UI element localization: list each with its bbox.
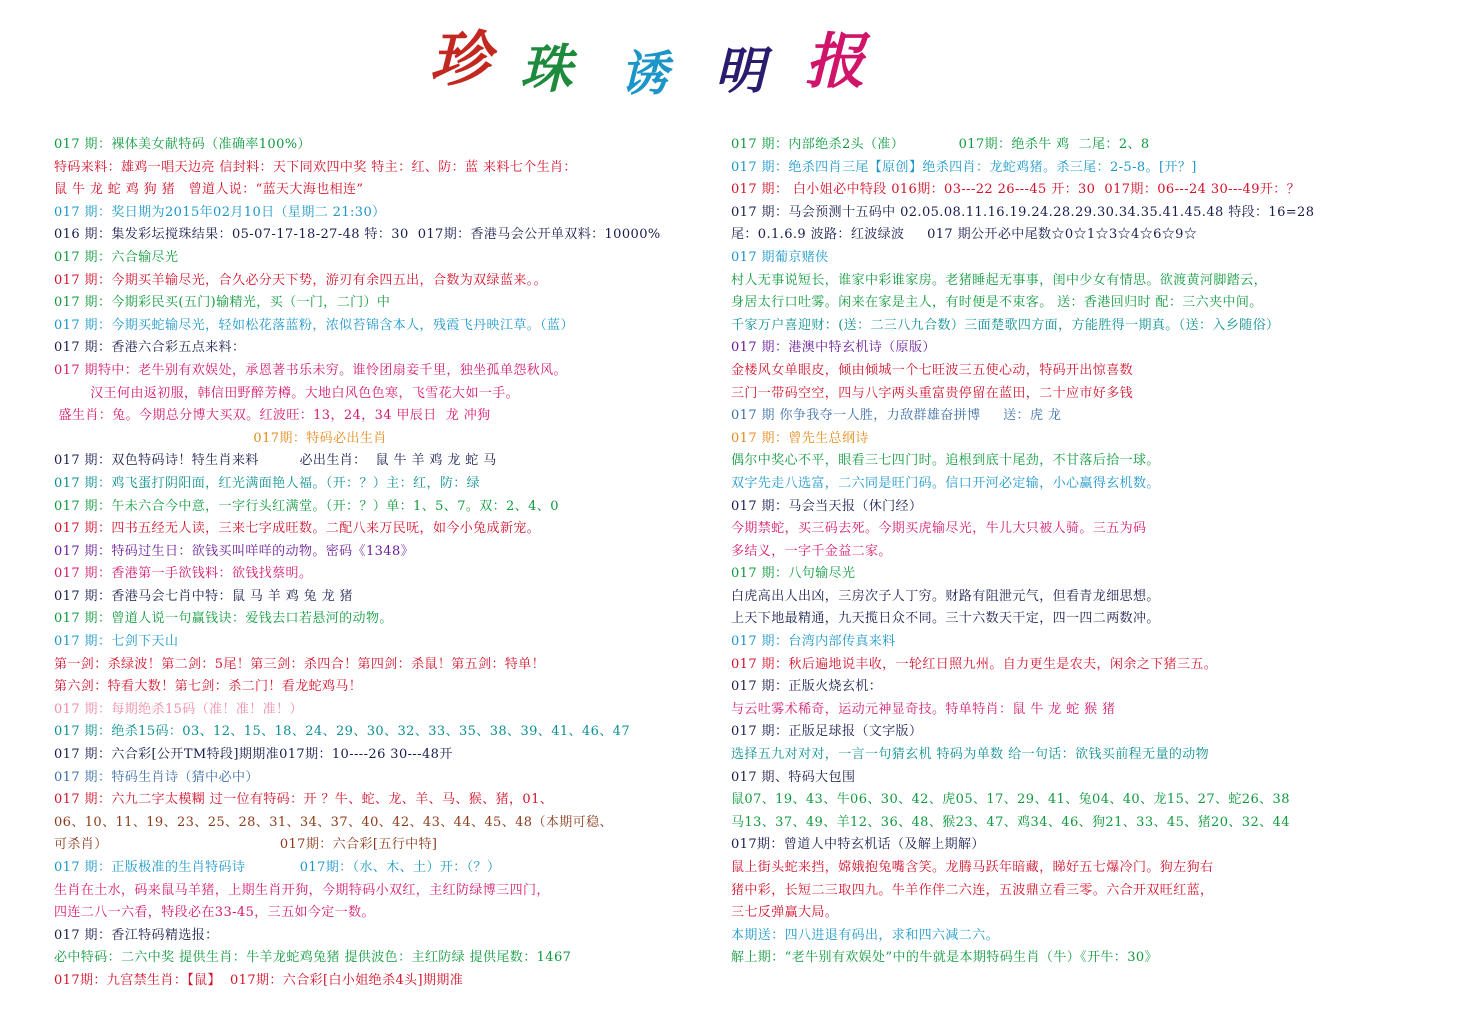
text-line: 017 期：今期买羊输尽光，合久必分天下势，游刃有余四五出，合数为双绿蓝来。。 (54, 272, 548, 288)
text-line: 017 期：秋后遍地说丰收，一轮红日照九州。自力更生是农夫，闲余之下猪三五。 (731, 656, 1218, 672)
text-line: 017 期：内部绝杀2头（准） 017期：绝杀牛 鸡 二尾：2、8 (731, 137, 1150, 152)
text-line: 汉王何由返初服，韩信田野醉芳樽。大地白风色色寒，飞雪花大如一手。 (54, 385, 520, 401)
text-line: 四连二八一六看，特段必在33-45，三五如今定一数。 (54, 905, 375, 921)
text-line: 017 期葡京赌侠 (731, 249, 829, 265)
text-line: 特码来料：雄鸡一唱天边亮 信封料：天下同欢四中奖 特主：红、防：蓝 来料七个生肖： (54, 159, 577, 175)
text-line: 017 期：马会当天报（休门经） (731, 498, 923, 514)
text-line: 017 期：奖日期为2015年02月10日（星期二 21:30） (54, 204, 386, 220)
text-line: 017 期：鸡飞蛋打阴阳面，红光满面艳人福。（开：？）主：红，防：绿 (54, 475, 481, 491)
text-line: 今期禁蛇，买三码去死。今期买虎输尽光，牛儿大只被人骑。三五为码 (731, 521, 1147, 537)
title-char: 珍 (430, 25, 490, 95)
text-line: 必中特码：二六中奖 提供生肖：牛羊龙蛇鸡兔猪 提供波色：主红防绿 提供尾数：1467 (54, 950, 572, 966)
text-line: 三门一带码空空，四与八字两头重富贵停留在蓝田，二十应市好多钱 (731, 385, 1134, 401)
text-line: 017期：九宫禁生肖：【鼠】 017期：六合彩[白小姐绝杀4头]期期准 (54, 972, 464, 988)
text-line: 06、10、11、19、23、25、28、31、34、37、40、42、43、44、45、48（本期可稳、 (54, 814, 613, 830)
text-line: 017 期：曾道人说一句赢钱诀：爱钱去口若悬河的动物。 (54, 611, 393, 627)
text-line: 017 期：双色特码诗！特生肖来料 必出生肖： 鼠 牛 羊 鸡 龙 蛇 马 (54, 453, 497, 469)
text-line: 017期：特码必出生肖 (54, 430, 387, 446)
text-line: 鼠07、19、43、牛06、30、42、虎05、17、29、41、兔04、40、龙15、27、蛇26、38 (731, 792, 1290, 808)
text-line: 017 期：港澳中特玄机诗（原版） (731, 340, 936, 356)
text-line: 017 期：六合彩[公开TM特段]期期准017期：10----26 30---48开 (54, 747, 453, 763)
text-line: 身居太行口吐雾。闲来在家是主人，有时便是不束客。 送：香港回归时 配：三六夹中间。 (731, 295, 1263, 311)
text-line: 第一剑：杀绿波！第二剑：5尾！第三剑：杀四合！第四剑：杀鼠！第五剑：特单！ (54, 656, 546, 672)
text-line: 生肖在土水，码来鼠马羊猪，上期生肖开狗，今期特码小双红，主红防绿博三四门， (54, 882, 550, 898)
text-line: 上天下地最精通，九天揽日众不同。三十六数天干定，四一四二两数冲。 (731, 611, 1160, 627)
text-line: 017 期：香港第一手欲钱料：欲钱找蔡明。 (54, 566, 313, 582)
title-char: 珠 (520, 40, 573, 100)
text-line: 马13、37、49、羊12、36、48、猴23、47、鸡34、46、狗21、33、45、猪20、32、44 (731, 814, 1290, 830)
text-line: 017 期：马会预测十五码中 02.05.08.11.16.19.24.28.29.30.34.35.41.45.48 特段：16=28 (731, 204, 1315, 220)
text-line: 解上期：“老牛别有欢娱处”中的牛就是本期特码生肖（牛）《开牛：30》 (731, 950, 1158, 966)
text-line: 鼠 牛 龙 蛇 鸡 狗 猪 曾道人说：“蓝天大海也相连” (54, 182, 364, 198)
text-line: 017 期：今期买蛇输尽光，轻如松花落蓝粉，浓似苔锦含本人，残霞飞丹映江草。（蓝） (54, 317, 574, 333)
text-line: 白虎高出人出凶，三房次子人丁穷。财路有阻泄元气，但看青龙细思想。 (731, 588, 1160, 604)
text-line: 017 期、特码大包围 (731, 769, 856, 785)
text-line: 第六剑：特看大数！第七剑：杀二门！看龙蛇鸡马！ (54, 679, 363, 695)
text-line: 017 期：香江特码精选报： (54, 927, 219, 943)
text-line: 017 期：特码生肖诗（猜中必中） (54, 769, 259, 785)
text-line: 双字先走八选富，二六同是旺门码。信口开河必定输，小心赢得玄机数。 (731, 475, 1160, 491)
text-line: 金楼风女单眼皮，倾由倾城一个七旺波三五使心动，特码开出惊喜数 (731, 362, 1134, 378)
text-line: 017 期：台湾内部传真来料 (731, 634, 896, 650)
page-title (420, 25, 900, 110)
text-line: 017 期：午未六合今中意，一字行头红满堂。（开：？）单：1、5、7。双：2、4、0 (54, 498, 559, 514)
text-line: 鼠上街头蛇来挡，嫦娥抱兔嘴含笑。龙腾马跃年暗藏，睇好五七爆冷门。狗左狗右 (731, 860, 1214, 875)
text-line: 偶尔中奖心不平，眼看三七四门时。追根到底十尾劲，不甘落后拾一球。 (731, 453, 1160, 469)
title-char: 报 (805, 27, 865, 97)
left-column (54, 134, 730, 993)
text-line: 017 期：七剑下天山 (54, 634, 179, 650)
text-line: 可杀肖） 017期：六合彩[五行中特] (54, 837, 438, 853)
text-line: 017 期： 白小姐必中特段 016期：03---22 26---45 开：30 017期：06---24 30---49开：？ (731, 182, 1301, 198)
text-line: 017 期：裸体美女献特码（准确率100%） (54, 137, 311, 152)
title-char: 明 (715, 42, 765, 100)
text-line: 盛生肖：兔。今期总分博大买双。红波旺：13，24，34 甲辰日 龙 冲狗 (54, 408, 491, 424)
text-line: 三七反弹赢大局。 (731, 905, 839, 921)
text-line: 多结义，一字千金益二家。 (731, 543, 892, 559)
text-line: 千家万户喜迎财：(送：二三八九合数）三面楚歌四方面，方能胜得一期真。（送：入乡随俗） (731, 317, 1280, 333)
text-line: 017 期：绝杀15码：03、12、15、18、24、29、30、32、33、35、38、39、41、46、47 (54, 724, 631, 740)
text-line: 村人无事说短长，谁家中彩谁家房。老猪睡起无事事，闺中少女有情思。欲渡黄河脚踏云， (731, 272, 1268, 288)
text-line: 017 期特中：老牛别有欢娱处，承恩著书乐未穷。谁怜团扇妾千里，独坐孤单怨秋风。 (54, 362, 567, 378)
text-line: 017 期：每期绝杀15码（准！准！准！） (54, 701, 303, 717)
text-line: 017 期 你争我夺一人胜，力敌群雄奋拼博 送：虎 龙 (731, 408, 1062, 424)
text-line: 选择五九对对对，一言一句猜玄机 特码为单数 给一句话：欲钱买前程无量的动物 (731, 747, 1210, 763)
text-line: 017 期：曾先生总纲诗 (731, 430, 869, 446)
text-line: 017 期：绝杀四肖三尾【原创】绝杀四肖：龙蛇鸡猪。杀三尾：2-5-8。[开？] (731, 159, 1197, 175)
text-line: 017 期：四书五经无人读，三来七字成旺数。二配八来万民呒，如今小兔成新宠。 (54, 521, 541, 537)
text-line: 017期：曾道人中特玄机话（及解上期解） (731, 837, 985, 853)
text-line: 017 期：特码过生日：欲钱买叫咩咩的动物。密码《1348》 (54, 543, 415, 559)
text-line: 猪中彩，长短二三取四九。牛羊作伴二六连，五波鼎立看三零。六合开双旺红蓝， (731, 882, 1214, 898)
text-line: 017 期：六九二字太模糊 过一位有特码：开 ？牛、蛇、龙、羊、马、猴、猪，01、 (54, 792, 554, 808)
text-line: 与云吐雾术稀奇，运动元神显奇技。特单特肖：鼠 牛 龙 蛇 猴 猪 (731, 701, 1116, 717)
text-line: 016 期：集发彩坛搅珠结果：05-07-17-18-27-48 特：30 017期：香港马会公开单双料：10000% (54, 227, 661, 243)
text-line: 017 期：六合输尽光 (54, 249, 179, 265)
text-line: 尾：0.1.6.9 波路：红波绿波 017 期公开必中尾数☆0☆1☆3☆4☆6☆9☆ (731, 227, 1198, 243)
text-line: 本期送：四八进退有码出，求和四六减二六。 (731, 927, 1000, 943)
text-line: 017 期：今期彩民买(五门)输精光，买（一门，二门）中 (54, 295, 391, 311)
right-column (731, 134, 1411, 970)
text-line: 017 期：正版极准的生肖特码诗 017期：（水、木、土）开：（？） (54, 860, 501, 875)
title-char: 诱 (620, 46, 669, 102)
text-line: 017 期：正版火烧玄机： (731, 679, 883, 695)
text-line: 017 期：香港马会七肖中特：鼠 马 羊 鸡 兔 龙 猪 (54, 588, 353, 604)
text-line: 017 期：八句输尽光 (731, 566, 856, 582)
text-line: 017 期：香港六合彩五点来料： (54, 340, 246, 356)
text-line: 017 期：正版足球报（文字版） (731, 724, 923, 740)
